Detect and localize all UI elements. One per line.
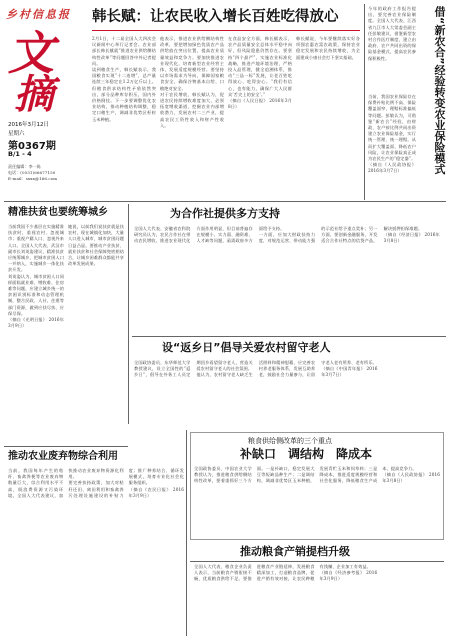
lead-headline-rule	[92, 30, 360, 31]
article-1-headline: 精准扶贫也要统筹城乡	[8, 207, 108, 218]
article-3-body: 全国政协委员、东华师范大学教授建议，设立全国性的“返乡日”，倡导在外务工人员定期回乡看望留守老人，营造关爱农村留守老人的社会氛围。 他认为，农村留守老人缺乏生活照料和精神慰藉，应完善农村养老服务体系，发展互助养老，鼓励社会力量参与，让留守老人老有所养、老有所乐。 （摘自《中国青年报》 2016年3月7日）	[134, 360, 378, 378]
editor-info: 责任编辑：李一陈 电话：(0531)66677150 E-mail：sxxx@166.com	[8, 164, 58, 181]
article-2-headline: 为合作社提供多方支持	[170, 207, 280, 220]
column-divider-1	[128, 204, 129, 424]
article-1-col-1: 当前我国不少基层在实施精准扶贫时，重视农村、忽视城市；重视户籍人口、忽视外来人口。全国人大代表、武汉市副市长刘英姿建议，精准扶贫应统筹城乡，把城市贫困人口一并纳入，实施城乡一体化扶贫开发。 刘英姿认为，城市贫困人口同样面临就业难、增收难、住房难等问题，应建立城乡统一的贫困识别标准和动态管理机制，整合民政、人社、住建等部门资源，做到应扶尽扶、应保尽保。 （摘自《光明日报》 2016年3月9日）	[8, 224, 64, 329]
right-vertical-headline: 借“新农合”经验转变农业保险模式	[433, 6, 446, 175]
column-title-big-2: 摘	[14, 71, 54, 118]
issue-weekday: 星期六	[8, 131, 25, 137]
article-4-top-rule	[4, 446, 128, 447]
column-divider-2	[186, 430, 187, 636]
top-section-rule	[4, 201, 446, 202]
page-range: B/1 - 4	[8, 150, 32, 158]
issue-number: 第0367期	[8, 141, 56, 152]
article-5-subtitle: 补缺口 调结构 降成本	[240, 447, 373, 461]
right-divider	[364, 4, 365, 200]
article-1-col-2: 她说，以前我们说扶贫就是扶农村，现在城镇化加快，大量人口进入城市，城市贫困问题日益凸显。要推动产业扶贫、就业扶贫和社会保障兜底相结合，让城乡困难群众都能共享改革发展成果。	[68, 224, 124, 267]
article-4-headline: 推动农业废弃物综合利用	[8, 451, 118, 462]
article-5-headline: 粮食供给侧改革的三个重点	[248, 437, 332, 445]
article-3-headline: 设“返乡日”倡导关爱农村留守老人	[162, 341, 331, 354]
article-5-body: 全国政协委员、中国农业大学教授认为，推进粮食供给侧结构性改革，要着重抓好三个方面。一是补缺口，稳定发展大豆等短缺品种生产；二是调结构，调减非优势区玉米种植，发展青贮玉米和饲草料；三是降成本，推进适度规模经营和社会化服务，降低粮食生产成本，提高竞争力。 （摘自《人民政协报》 2016年3月8日）	[194, 466, 440, 484]
article-3-top-rule	[132, 336, 446, 337]
article-6-body: 全国人大代表、粮食企业负责人表示，当前粮食产销衔接不畅，优质粮食供给不足。要推进粮食产业链延伸，发展粮食精深加工，打造粮食品牌，促进产销有效对接，让农民种粮有钱赚、企业加工有效益。 （摘自《经济参考报》 2016年3月9日）	[194, 564, 378, 582]
paper-name: 乡村信息报	[6, 8, 71, 21]
right-col-1: 今年的政府工作报告提出，要完善农业保险制度。全国人大代表、江西省九江市人大常委会副主任彭敏建议，借鉴新型农村合作医疗制度，建立由政府、农户共同出资的保险基金模式，提高农民参保积极性。	[368, 6, 416, 61]
right-col-2: 当前，我国农业保险存在保费补贴比例不高、保险覆盖面窄、理赔标准偏低等问题。彭敏认为，可借鉴“新农合”经验，由财政、农户按比例共同出资建立农业保险基金，实行统一管理、统一理赔，从而扩大覆盖面、降低农户风险，让农业保险真正成为农民生产的“稳定器”。 （摘自《人民政协报》 2016年3月7日）	[368, 94, 416, 174]
article-6-headline: 推动粮食产销提档升级	[240, 545, 350, 558]
lead-col-3: 在食品安全方面，韩长赋表示，农产品质量安全总体水平稳中向好，但风险隐患仍然存在。要坚持“四个最严”，实施农业标准化战略，推进产地环境治理，严格投入品管理，健全追溯体系，推动“三品一标”发展，让老百姓吃得放心、吃得安心。“我们有信心，也有能力，确保广大人民群众‘舌尖上的安全’。” （摘自《人民日报》 2016年3月8日）	[228, 36, 292, 110]
article-6-rule	[190, 561, 444, 562]
article-4-body: 当前，我国每年产生的秸秆、畜禽粪便等农业废弃物数量巨大，综合利用水平不高，既浪费资源又污染环境。全国人大代表建议，加快推动农业废弃物资源化利用。 要完善扶持政策，加大对秸秆还田、离田利用和畜禽粪污处理设施建设的补贴力度；推广种养结合、循环发展模式，培育专业化社会化服务组织。 （摘自《农民日报》 2016年3月9日）	[8, 468, 184, 498]
column-title-big-1: 文	[8, 26, 54, 80]
lead-col-2: 他表示，推进农业供给侧结构性改革，要把增加绿色优质农产品供给放在突出位置，提高农业质量效益和竞争力。要加快推进农业现代化，培育新型农业经营主体，发展适度规模经营。要坚持以市场需求为导向，保障国家粮食安全，确保谷物基本自给、口粮绝对安全。 对于农民增收，韩长赋认为，促进农民持续增收难度加大，必须拓宽增收渠道，挖掘农业内部增收潜力，发展农村二三产业，提高农民工资性收入和财产性收入。	[160, 36, 224, 128]
lead-col-4: 韩长赋说，今年要继续落实好各项强农惠农富农政策，保持农业稳定发展和农民持续增收，为全面建成小康社会打下坚实基础。	[296, 36, 360, 60]
issue-date: 2016年3月12日	[8, 122, 49, 128]
article-2-body: 全国人大代表、安徽省农科院研究员认为，农民合作社在带动农民增收、推进农业现代化方面作用明显，但目前普遍存在规模小、实力弱、融资难、人才缺等问题，亟需政府多方面给予支持。 一方面，应加大财政扶持力度，对规范运营、带动能力强的示范社给予重点奖补；另一方面，要创新金融服务，开发适合合作社特点的信贷产品，解决抵押担保难题。 （摘自《经济日报》 2016年3月8日）	[134, 226, 440, 244]
lead-headline: 韩长赋：让农民收入增长百姓吃得放心	[92, 9, 339, 25]
lead-col-1: 2月1日，十二届全国人大四次会议新闻中心举行记者会。农业部部长韩长赋就“推进农业供给侧结构性改革”等问题回答中外记者提问。 谈到粮食生产，韩长赋表示，我国粮食实现“十二连增”，总产量连续三年稳定在1.2万亿斤以上。但粮食供求结构性矛盾依然突出，部分品种库存积压，国内外价格倒挂。下一步要调整优化农业结构，推动种植结构调整，稳定口粮生产，调减非优势区籽粒玉米种植。	[92, 36, 156, 122]
